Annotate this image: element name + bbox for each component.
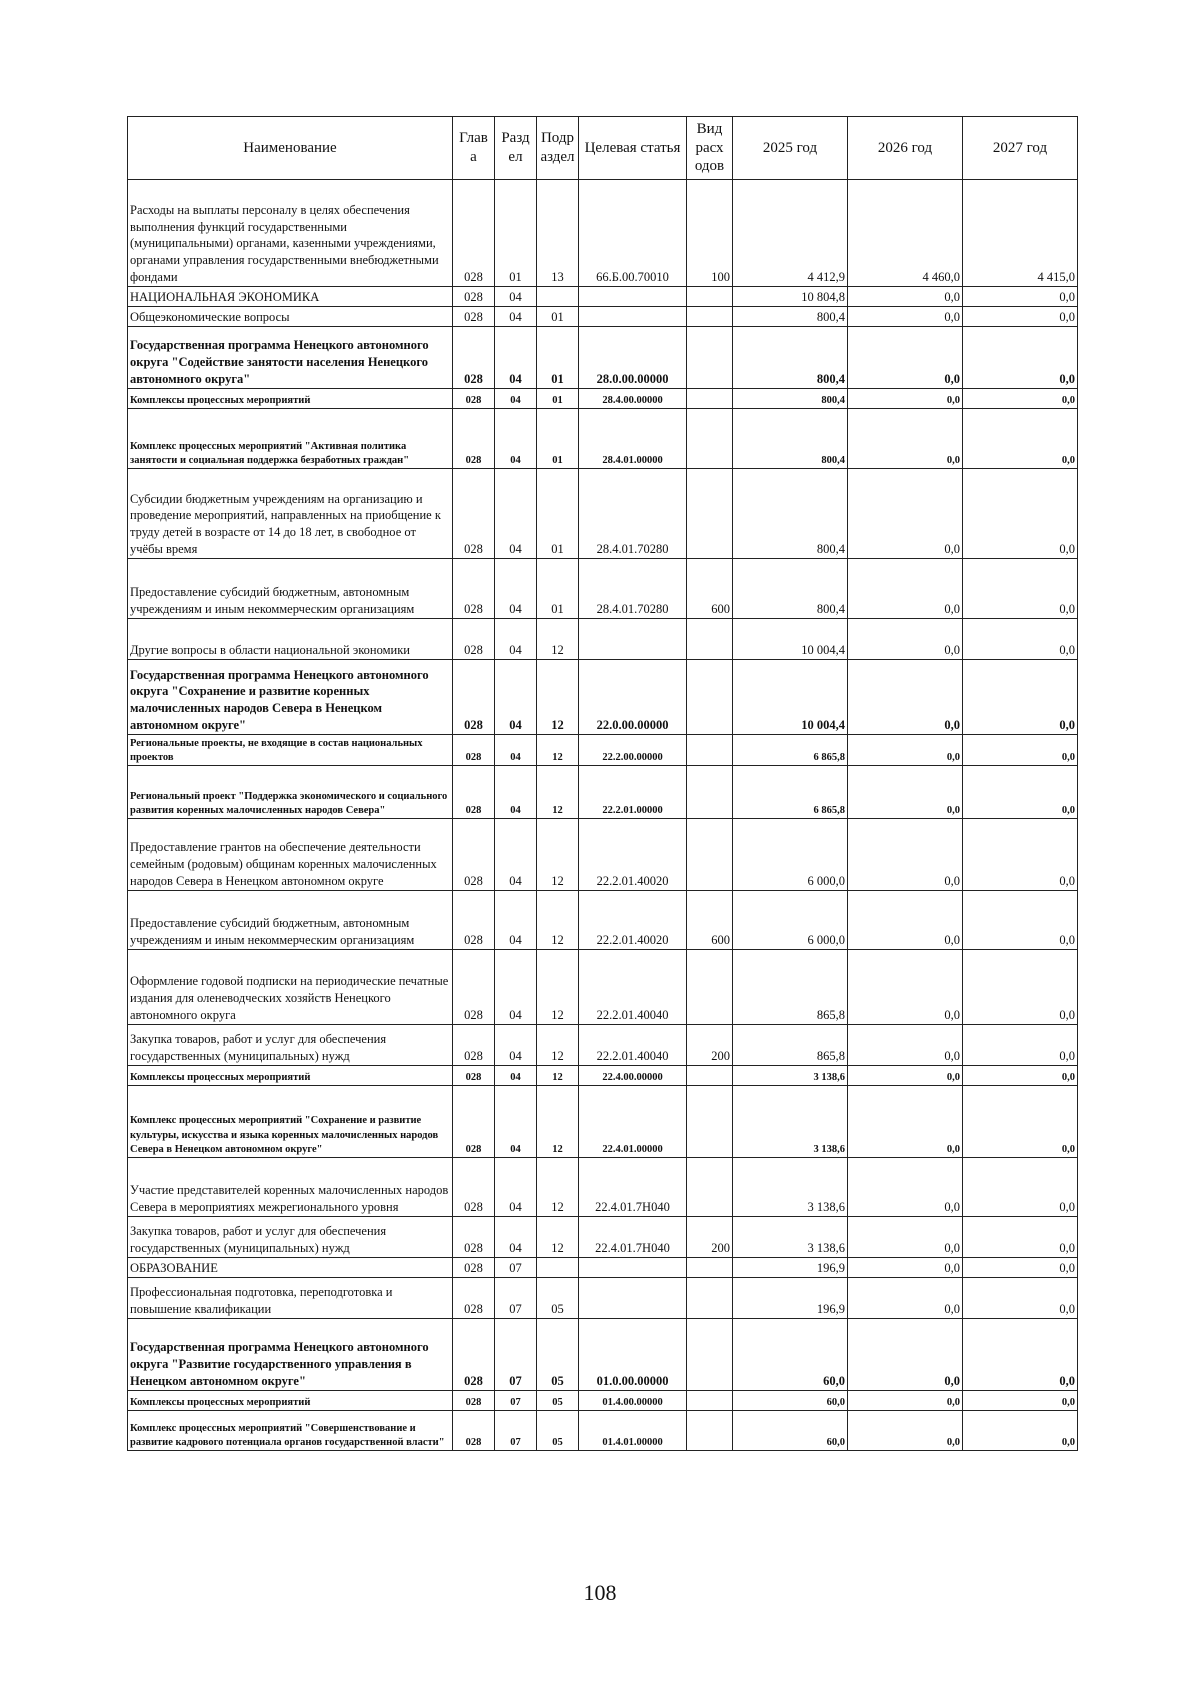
cell-vid xyxy=(687,766,733,819)
cell-statya: 28.4.00.00000 xyxy=(579,389,687,409)
cell-y2025: 6 000,0 xyxy=(733,891,848,950)
cell-y2027: 0,0 xyxy=(963,1278,1078,1319)
cell-y2027: 0,0 xyxy=(963,1411,1078,1451)
cell-vid xyxy=(687,1258,733,1278)
cell-y2027: 0,0 xyxy=(963,891,1078,950)
cell-razdel: 07 xyxy=(495,1278,537,1319)
cell-razdel: 04 xyxy=(495,819,537,891)
cell-statya xyxy=(579,619,687,660)
cell-y2026: 0,0 xyxy=(848,660,963,735)
cell-podrazdel: 12 xyxy=(537,1066,579,1086)
cell-podrazdel: 01 xyxy=(537,389,579,409)
table-row xyxy=(128,1391,1078,1411)
cell-podrazdel: 12 xyxy=(537,735,579,766)
cell-y2027: 0,0 xyxy=(963,1319,1078,1391)
cell-name: Комплексы процессных мероприятий xyxy=(128,1391,453,1411)
table-row xyxy=(128,1066,1078,1086)
cell-y2025: 3 138,6 xyxy=(733,1066,848,1086)
table-row xyxy=(128,409,1078,469)
cell-razdel: 04 xyxy=(495,1025,537,1066)
cell-y2026: 0,0 xyxy=(848,1391,963,1411)
cell-glava: 028 xyxy=(453,950,495,1025)
cell-glava: 028 xyxy=(453,1278,495,1319)
cell-podrazdel: 12 xyxy=(537,891,579,950)
cell-glava: 028 xyxy=(453,559,495,619)
cell-vid: 200 xyxy=(687,1025,733,1066)
table-row xyxy=(128,1158,1078,1217)
cell-vid: 600 xyxy=(687,559,733,619)
cell-y2027: 0,0 xyxy=(963,950,1078,1025)
cell-razdel: 07 xyxy=(495,1411,537,1451)
cell-y2025: 800,4 xyxy=(733,409,848,469)
cell-y2026: 0,0 xyxy=(848,766,963,819)
cell-y2027: 0,0 xyxy=(963,766,1078,819)
cell-podrazdel: 12 xyxy=(537,660,579,735)
cell-glava: 028 xyxy=(453,180,495,287)
cell-y2027: 0,0 xyxy=(963,287,1078,307)
cell-y2026: 0,0 xyxy=(848,559,963,619)
cell-glava: 028 xyxy=(453,766,495,819)
cell-y2027: 0,0 xyxy=(963,1217,1078,1258)
cell-vid xyxy=(687,1411,733,1451)
cell-vid: 200 xyxy=(687,1217,733,1258)
cell-name: Государственная программа Ненецкого автономного округа "Развитие государственного управления в Ненецком автономном округе" xyxy=(128,1319,453,1391)
cell-razdel: 04 xyxy=(495,735,537,766)
cell-y2025: 6 865,8 xyxy=(733,735,848,766)
cell-name: Комплекс процессных мероприятий "Активная политика занятости и социальная поддержка безработных граждан" xyxy=(128,409,453,469)
cell-y2026: 0,0 xyxy=(848,1066,963,1086)
cell-vid: 600 xyxy=(687,891,733,950)
cell-razdel: 04 xyxy=(495,287,537,307)
cell-name: Участие представителей коренных малочисленных народов Севера в мероприятиях межрегионального уровня xyxy=(128,1158,453,1217)
cell-razdel: 04 xyxy=(495,307,537,327)
cell-vid xyxy=(687,469,733,559)
cell-podrazdel: 12 xyxy=(537,766,579,819)
cell-y2027: 0,0 xyxy=(963,327,1078,389)
cell-statya: 22.0.00.00000 xyxy=(579,660,687,735)
cell-glava: 028 xyxy=(453,469,495,559)
cell-glava: 028 xyxy=(453,660,495,735)
cell-name: Предоставление субсидий бюджетным, автономным учреждениям и иным некоммерческим организациям xyxy=(128,891,453,950)
table-row xyxy=(128,1025,1078,1066)
table-row xyxy=(128,1258,1078,1278)
cell-vid xyxy=(687,287,733,307)
cell-podrazdel: 01 xyxy=(537,559,579,619)
cell-statya: 22.2.01.40040 xyxy=(579,1025,687,1066)
cell-razdel: 04 xyxy=(495,1158,537,1217)
cell-y2026: 0,0 xyxy=(848,1086,963,1158)
header-row xyxy=(128,117,1078,180)
table-row xyxy=(128,1411,1078,1451)
cell-y2026: 0,0 xyxy=(848,469,963,559)
cell-y2027: 0,0 xyxy=(963,1391,1078,1411)
header-razdel: Разд ел xyxy=(495,117,537,180)
cell-y2027: 0,0 xyxy=(963,619,1078,660)
cell-razdel: 04 xyxy=(495,619,537,660)
table-row xyxy=(128,327,1078,389)
cell-razdel: 04 xyxy=(495,891,537,950)
cell-statya: 28.0.00.00000 xyxy=(579,327,687,389)
cell-y2027: 0,0 xyxy=(963,389,1078,409)
cell-statya: 66.Б.00.70010 xyxy=(579,180,687,287)
cell-statya: 22.2.01.00000 xyxy=(579,766,687,819)
cell-vid xyxy=(687,327,733,389)
cell-razdel: 07 xyxy=(495,1391,537,1411)
header-vid: Вид расх одов xyxy=(687,117,733,180)
cell-y2027: 0,0 xyxy=(963,1158,1078,1217)
cell-razdel: 04 xyxy=(495,1086,537,1158)
table-row xyxy=(128,389,1078,409)
cell-glava: 028 xyxy=(453,307,495,327)
cell-podrazdel: 12 xyxy=(537,1086,579,1158)
cell-podrazdel xyxy=(537,1258,579,1278)
cell-y2027: 0,0 xyxy=(963,1066,1078,1086)
cell-podrazdel: 05 xyxy=(537,1411,579,1451)
cell-vid xyxy=(687,1066,733,1086)
cell-podrazdel: 12 xyxy=(537,950,579,1025)
cell-y2027: 0,0 xyxy=(963,1086,1078,1158)
cell-statya xyxy=(579,287,687,307)
cell-vid xyxy=(687,735,733,766)
cell-razdel: 04 xyxy=(495,660,537,735)
cell-podrazdel: 13 xyxy=(537,180,579,287)
cell-glava: 028 xyxy=(453,1217,495,1258)
header-glava: Глав а xyxy=(453,117,495,180)
cell-y2026: 0,0 xyxy=(848,1158,963,1217)
table-row xyxy=(128,1217,1078,1258)
cell-razdel: 04 xyxy=(495,1217,537,1258)
cell-glava: 028 xyxy=(453,1258,495,1278)
cell-vid xyxy=(687,619,733,660)
cell-y2026: 0,0 xyxy=(848,1025,963,1066)
cell-razdel: 07 xyxy=(495,1258,537,1278)
cell-y2027: 0,0 xyxy=(963,559,1078,619)
cell-statya: 22.4.00.00000 xyxy=(579,1066,687,1086)
cell-glava: 028 xyxy=(453,1066,495,1086)
cell-vid xyxy=(687,409,733,469)
cell-razdel: 04 xyxy=(495,766,537,819)
cell-podrazdel: 12 xyxy=(537,1025,579,1066)
cell-razdel: 04 xyxy=(495,469,537,559)
header-2027: 2027 год xyxy=(963,117,1078,180)
cell-statya: 22.4.01.00000 xyxy=(579,1086,687,1158)
cell-glava: 028 xyxy=(453,287,495,307)
cell-y2027: 0,0 xyxy=(963,409,1078,469)
cell-y2025: 865,8 xyxy=(733,1025,848,1066)
cell-y2025: 6 000,0 xyxy=(733,819,848,891)
cell-y2025: 60,0 xyxy=(733,1391,848,1411)
table-row xyxy=(128,1086,1078,1158)
cell-y2027: 0,0 xyxy=(963,307,1078,327)
cell-vid xyxy=(687,1278,733,1319)
cell-y2025: 865,8 xyxy=(733,950,848,1025)
cell-name: ОБРАЗОВАНИЕ xyxy=(128,1258,453,1278)
cell-statya: 22.2.01.40020 xyxy=(579,891,687,950)
cell-podrazdel: 12 xyxy=(537,619,579,660)
cell-vid xyxy=(687,819,733,891)
cell-y2026: 0,0 xyxy=(848,950,963,1025)
table-row xyxy=(128,766,1078,819)
cell-razdel: 04 xyxy=(495,1066,537,1086)
cell-y2025: 800,4 xyxy=(733,307,848,327)
cell-glava: 028 xyxy=(453,409,495,469)
cell-glava: 028 xyxy=(453,735,495,766)
cell-y2026: 0,0 xyxy=(848,327,963,389)
cell-y2026: 0,0 xyxy=(848,819,963,891)
table-row xyxy=(128,180,1078,287)
cell-y2025: 800,4 xyxy=(733,559,848,619)
cell-razdel: 01 xyxy=(495,180,537,287)
cell-statya: 22.4.01.7Н040 xyxy=(579,1217,687,1258)
header-name: Наименование xyxy=(128,117,453,180)
cell-podrazdel: 05 xyxy=(537,1278,579,1319)
cell-glava: 028 xyxy=(453,1319,495,1391)
cell-glava: 028 xyxy=(453,619,495,660)
cell-statya xyxy=(579,1278,687,1319)
cell-name: Региональные проекты, не входящие в состав национальных проектов xyxy=(128,735,453,766)
cell-statya: 22.2.01.40040 xyxy=(579,950,687,1025)
cell-podrazdel: 01 xyxy=(537,409,579,469)
table-row xyxy=(128,619,1078,660)
cell-podrazdel: 01 xyxy=(537,469,579,559)
table-row xyxy=(128,1278,1078,1319)
cell-y2025: 3 138,6 xyxy=(733,1217,848,1258)
cell-statya: 01.4.00.00000 xyxy=(579,1391,687,1411)
cell-y2025: 60,0 xyxy=(733,1411,848,1451)
cell-vid: 100 xyxy=(687,180,733,287)
cell-name: Закупка товаров, работ и услуг для обеспечения государственных (муниципальных) нужд xyxy=(128,1217,453,1258)
table-row xyxy=(128,559,1078,619)
cell-statya: 22.2.01.40020 xyxy=(579,819,687,891)
cell-y2026: 0,0 xyxy=(848,1411,963,1451)
cell-podrazdel: 05 xyxy=(537,1391,579,1411)
cell-y2025: 3 138,6 xyxy=(733,1086,848,1158)
cell-podrazdel: 01 xyxy=(537,327,579,389)
cell-glava: 028 xyxy=(453,1025,495,1066)
cell-vid xyxy=(687,950,733,1025)
cell-y2027: 0,0 xyxy=(963,819,1078,891)
cell-y2027: 0,0 xyxy=(963,735,1078,766)
cell-podrazdel: 12 xyxy=(537,1158,579,1217)
cell-razdel: 04 xyxy=(495,327,537,389)
cell-glava: 028 xyxy=(453,1411,495,1451)
cell-y2025: 800,4 xyxy=(733,469,848,559)
cell-glava: 028 xyxy=(453,1086,495,1158)
cell-vid xyxy=(687,1086,733,1158)
cell-razdel: 04 xyxy=(495,559,537,619)
cell-name: Общеэкономические вопросы xyxy=(128,307,453,327)
cell-razdel: 04 xyxy=(495,389,537,409)
table-row xyxy=(128,469,1078,559)
cell-podrazdel: 05 xyxy=(537,1319,579,1391)
cell-vid xyxy=(687,660,733,735)
header-podrazdel: Подр аздел xyxy=(537,117,579,180)
cell-podrazdel: 12 xyxy=(537,1217,579,1258)
cell-name: Субсидии бюджетным учреждениям на организацию и проведение мероприятий, направленных на приобщение к труду детей в возрасте от 14 до 18 лет, в свободное от учёбы время xyxy=(128,469,453,559)
cell-y2026: 0,0 xyxy=(848,1319,963,1391)
cell-vid xyxy=(687,307,733,327)
cell-y2025: 10 004,4 xyxy=(733,619,848,660)
cell-y2025: 196,9 xyxy=(733,1278,848,1319)
cell-vid xyxy=(687,1319,733,1391)
cell-podrazdel: 01 xyxy=(537,307,579,327)
cell-glava: 028 xyxy=(453,1391,495,1411)
cell-podrazdel xyxy=(537,287,579,307)
cell-statya xyxy=(579,1258,687,1278)
cell-y2026: 0,0 xyxy=(848,891,963,950)
cell-name: НАЦИОНАЛЬНАЯ ЭКОНОМИКА xyxy=(128,287,453,307)
cell-glava: 028 xyxy=(453,389,495,409)
cell-y2026: 4 460,0 xyxy=(848,180,963,287)
cell-y2025: 3 138,6 xyxy=(733,1158,848,1217)
cell-name: Предоставление грантов на обеспечение деятельности семейным (родовым) общинам коренных малочисленных народов Севера в Ненецком автономном округе xyxy=(128,819,453,891)
cell-y2026: 0,0 xyxy=(848,307,963,327)
cell-name: Региональный проект "Поддержка экономического и социального развития коренных малочисленных народов Севера" xyxy=(128,766,453,819)
cell-statya: 01.0.00.00000 xyxy=(579,1319,687,1391)
table-row xyxy=(128,891,1078,950)
cell-y2026: 0,0 xyxy=(848,409,963,469)
cell-y2025: 10 804,8 xyxy=(733,287,848,307)
cell-y2027: 0,0 xyxy=(963,1025,1078,1066)
cell-name: Комплексы процессных мероприятий xyxy=(128,1066,453,1086)
table-row xyxy=(128,287,1078,307)
cell-y2025: 800,4 xyxy=(733,389,848,409)
cell-statya: 28.4.01.70280 xyxy=(579,559,687,619)
cell-razdel: 07 xyxy=(495,1319,537,1391)
cell-name: Расходы на выплаты персоналу в целях обеспечения выполнения функций государственными (муниципальными) органами, казенными учреждениями, органами управления государственными внебюджетными фондами xyxy=(128,180,453,287)
cell-y2026: 0,0 xyxy=(848,1217,963,1258)
cell-y2025: 4 412,9 xyxy=(733,180,848,287)
cell-statya: 28.4.01.70280 xyxy=(579,469,687,559)
cell-name: Комплекс процессных мероприятий "Совершенствование и развитие кадрового потенциала органов государственной власти" xyxy=(128,1411,453,1451)
cell-statya xyxy=(579,307,687,327)
cell-name: Комплексы процессных мероприятий xyxy=(128,389,453,409)
cell-name: Комплекс процессных мероприятий "Сохранение и развитие культуры, искусства и языка коренных малочисленных народов Севера в Ненецком автономном округе" xyxy=(128,1086,453,1158)
cell-y2026: 0,0 xyxy=(848,735,963,766)
table-row xyxy=(128,819,1078,891)
cell-y2027: 0,0 xyxy=(963,1258,1078,1278)
table-row xyxy=(128,307,1078,327)
cell-statya: 22.2.00.00000 xyxy=(579,735,687,766)
cell-y2027: 0,0 xyxy=(963,660,1078,735)
table-row xyxy=(128,660,1078,735)
cell-name: Закупка товаров, работ и услуг для обеспечения государственных (муниципальных) нужд xyxy=(128,1025,453,1066)
header-statya: Целевая статья xyxy=(579,117,687,180)
table-row xyxy=(128,1319,1078,1391)
table-row xyxy=(128,950,1078,1025)
cell-razdel: 04 xyxy=(495,409,537,469)
cell-podrazdel: 12 xyxy=(537,819,579,891)
cell-statya: 28.4.01.00000 xyxy=(579,409,687,469)
cell-vid xyxy=(687,1391,733,1411)
cell-vid xyxy=(687,389,733,409)
cell-vid xyxy=(687,1158,733,1217)
cell-y2025: 60,0 xyxy=(733,1319,848,1391)
cell-glava: 028 xyxy=(453,327,495,389)
cell-y2025: 800,4 xyxy=(733,327,848,389)
header-2026: 2026 год xyxy=(848,117,963,180)
cell-glava: 028 xyxy=(453,819,495,891)
cell-y2027: 4 415,0 xyxy=(963,180,1078,287)
cell-name: Предоставление субсидий бюджетным, автономным учреждениям и иным некоммерческим организациям xyxy=(128,559,453,619)
budget-table xyxy=(127,116,1078,1451)
cell-glava: 028 xyxy=(453,1158,495,1217)
cell-y2026: 0,0 xyxy=(848,1258,963,1278)
cell-y2025: 10 004,4 xyxy=(733,660,848,735)
cell-name: Оформление годовой подписки на периодические печатные издания для оленеводческих хозяйств Ненецкого автономного округа xyxy=(128,950,453,1025)
cell-y2026: 0,0 xyxy=(848,619,963,660)
cell-glava: 028 xyxy=(453,891,495,950)
cell-y2025: 6 865,8 xyxy=(733,766,848,819)
cell-statya: 22.4.01.7Н040 xyxy=(579,1158,687,1217)
table-row xyxy=(128,735,1078,766)
cell-y2025: 196,9 xyxy=(733,1258,848,1278)
header-2025: 2025 год xyxy=(733,117,848,180)
cell-statya: 01.4.01.00000 xyxy=(579,1411,687,1451)
cell-y2026: 0,0 xyxy=(848,287,963,307)
cell-name: Государственная программа Ненецкого автономного округа "Содействие занятости населения Ненецкого автономного округа" xyxy=(128,327,453,389)
cell-name: Другие вопросы в области национальной экономики xyxy=(128,619,453,660)
cell-name: Государственная программа Ненецкого автономного округа "Сохранение и развитие коренных малочисленных народов Севера в Ненецком автономном округе" xyxy=(128,660,453,735)
cell-razdel: 04 xyxy=(495,950,537,1025)
table-body xyxy=(128,180,1078,1451)
cell-y2026: 0,0 xyxy=(848,1278,963,1319)
page-number: 108 xyxy=(583,1580,617,1605)
cell-y2026: 0,0 xyxy=(848,389,963,409)
cell-y2027: 0,0 xyxy=(963,469,1078,559)
cell-name: Профессиональная подготовка, переподготовка и повышение квалификации xyxy=(128,1278,453,1319)
